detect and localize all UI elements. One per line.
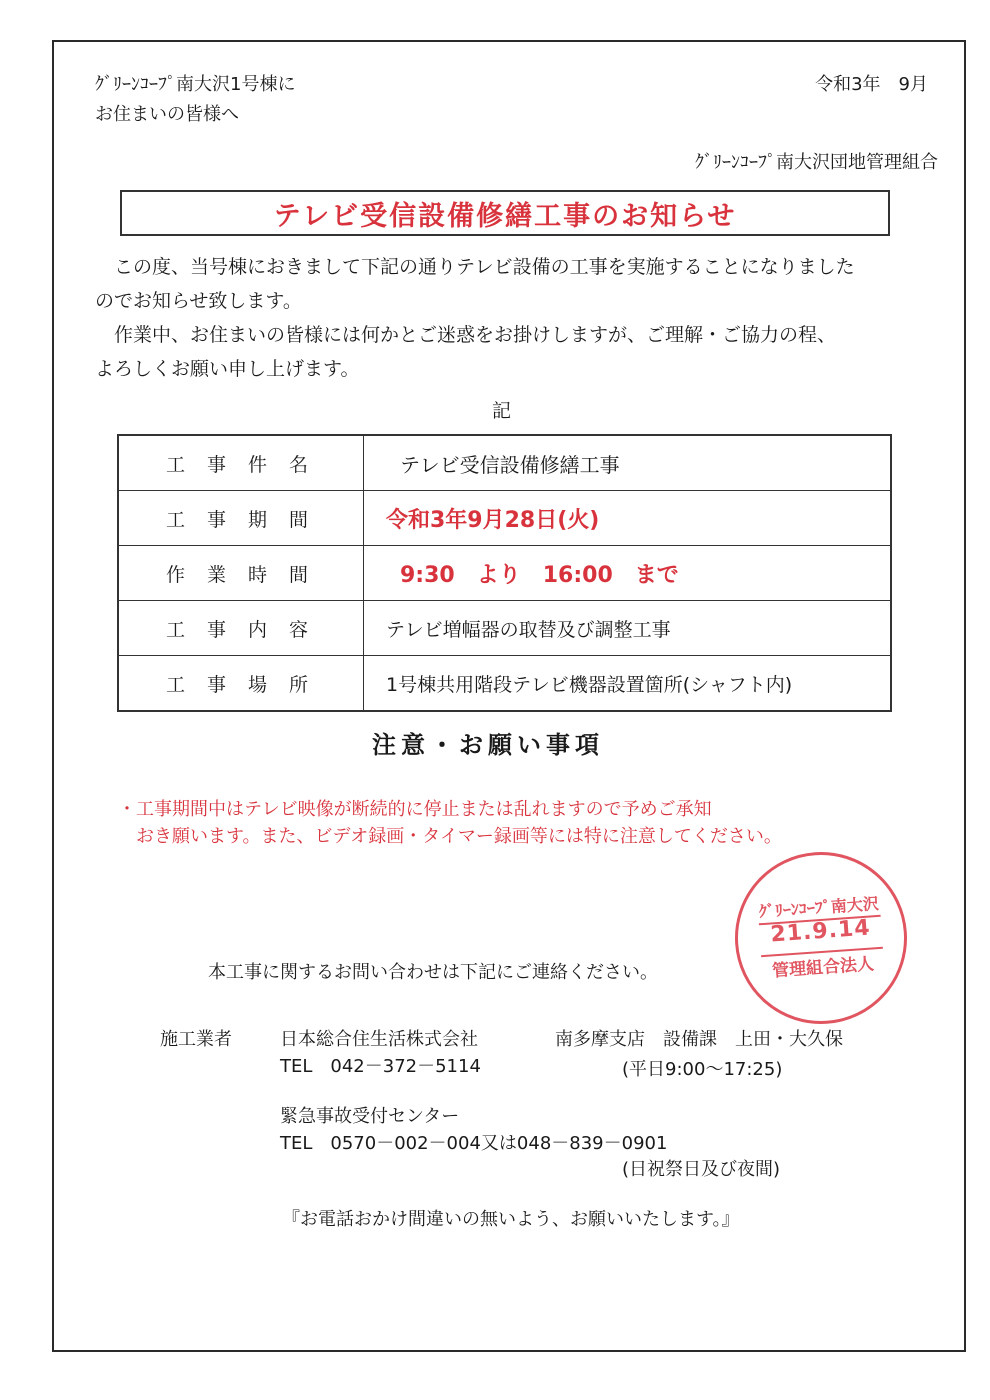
row-label-work-hours: 作業時間 — [118, 546, 364, 601]
stamp-corp: 管理組合法人 — [771, 954, 875, 982]
row-value-work-hours-cell — [364, 546, 892, 601]
row-value-work-period: 令和3年9月28日(火) — [386, 507, 600, 533]
intro-line1: この度、当号棟におきまして下記の通りテレビ設備の工事を実施することになりました — [95, 256, 855, 278]
table-row — [118, 656, 891, 712]
issue-date: 令和3年 9月 — [815, 74, 928, 95]
stamp-org: ｸﾞﾘｰﾝｺｰﾌﾟ南大沢 — [758, 893, 880, 922]
row-label-work-location: 工事場所 — [118, 656, 364, 712]
row-value-work-name: テレビ受信設備修繕工事 — [364, 435, 892, 491]
row-label-work-period: 工事期間 — [118, 491, 364, 546]
notice-heading: 注意・お願い事項 — [372, 731, 604, 759]
request-line2: よろしくお願い申し上げます。 — [95, 358, 360, 380]
recipient-line1: ｸﾞﾘｰﾝｺｰﾌﾟ南大沢1号棟に — [95, 74, 296, 95]
contractor-hours: (平日9:00～17:25) — [622, 1059, 783, 1080]
emergency-tel: TEL 0570－002－004又は048－839－0901 — [280, 1133, 668, 1154]
request-line1: 作業中、お住まいの皆様には何かとご迷惑をお掛けしますが、ご理解・ご協力の程、 — [95, 324, 837, 346]
row-value-work-hours: 9:30 より 16:00 まで — [400, 562, 679, 588]
row-value-work-location: 1号棟共用階段テレビ機器設置箇所(シャフト内) — [364, 656, 892, 712]
row-value-work-period-cell — [364, 491, 892, 546]
row-value-work-content: テレビ増幅器の取替及び調整工事 — [364, 601, 892, 656]
stamp-date: 21.9.14 — [769, 915, 872, 948]
work-details-table — [117, 434, 892, 712]
row-label-work-name: 工事件名 — [118, 435, 364, 491]
inquiry-text: 本工事に関するお問い合わせは下記にご連絡ください。 — [208, 962, 658, 983]
closing-note: 『お電話おかけ間違いの無いよう、お願いいたします。』 — [282, 1209, 740, 1230]
sender-name: ｸﾞﾘｰﾝｺｰﾌﾟ南大沢団地管理組合 — [695, 152, 938, 173]
contractor-company: 日本総合住生活株式会社 — [280, 1029, 478, 1050]
notice-line2: おき願います。また、ビデオ録画・タイマー録画等には特に注意してください。 — [136, 826, 782, 847]
contractor-tel: TEL 042－372－5114 — [280, 1056, 481, 1077]
emergency-center: 緊急事故受付センター — [280, 1106, 460, 1127]
ki-mark: 記 — [492, 400, 512, 422]
intro-line2: のでお知らせ致します。 — [95, 290, 302, 312]
table-row — [118, 491, 891, 546]
table-row — [118, 546, 891, 601]
recipient-line2: お住まいの皆様へ — [95, 104, 239, 125]
contractor-branch: 南多摩支店 設備課 上田・大久保 — [555, 1029, 843, 1050]
contractor-label: 施工業者 — [160, 1029, 232, 1050]
notice-line1: ・工事期間中はテレビ映像が断続的に停止または乱れますので予めご承知 — [118, 799, 712, 820]
emergency-hours: (日祝祭日及び夜間) — [622, 1159, 781, 1180]
page-title: テレビ受信設備修繕工事のお知らせ — [273, 200, 737, 232]
table-row — [118, 435, 891, 491]
table-row — [118, 601, 891, 656]
title-box — [120, 190, 890, 236]
row-label-work-content: 工事内容 — [118, 601, 364, 656]
